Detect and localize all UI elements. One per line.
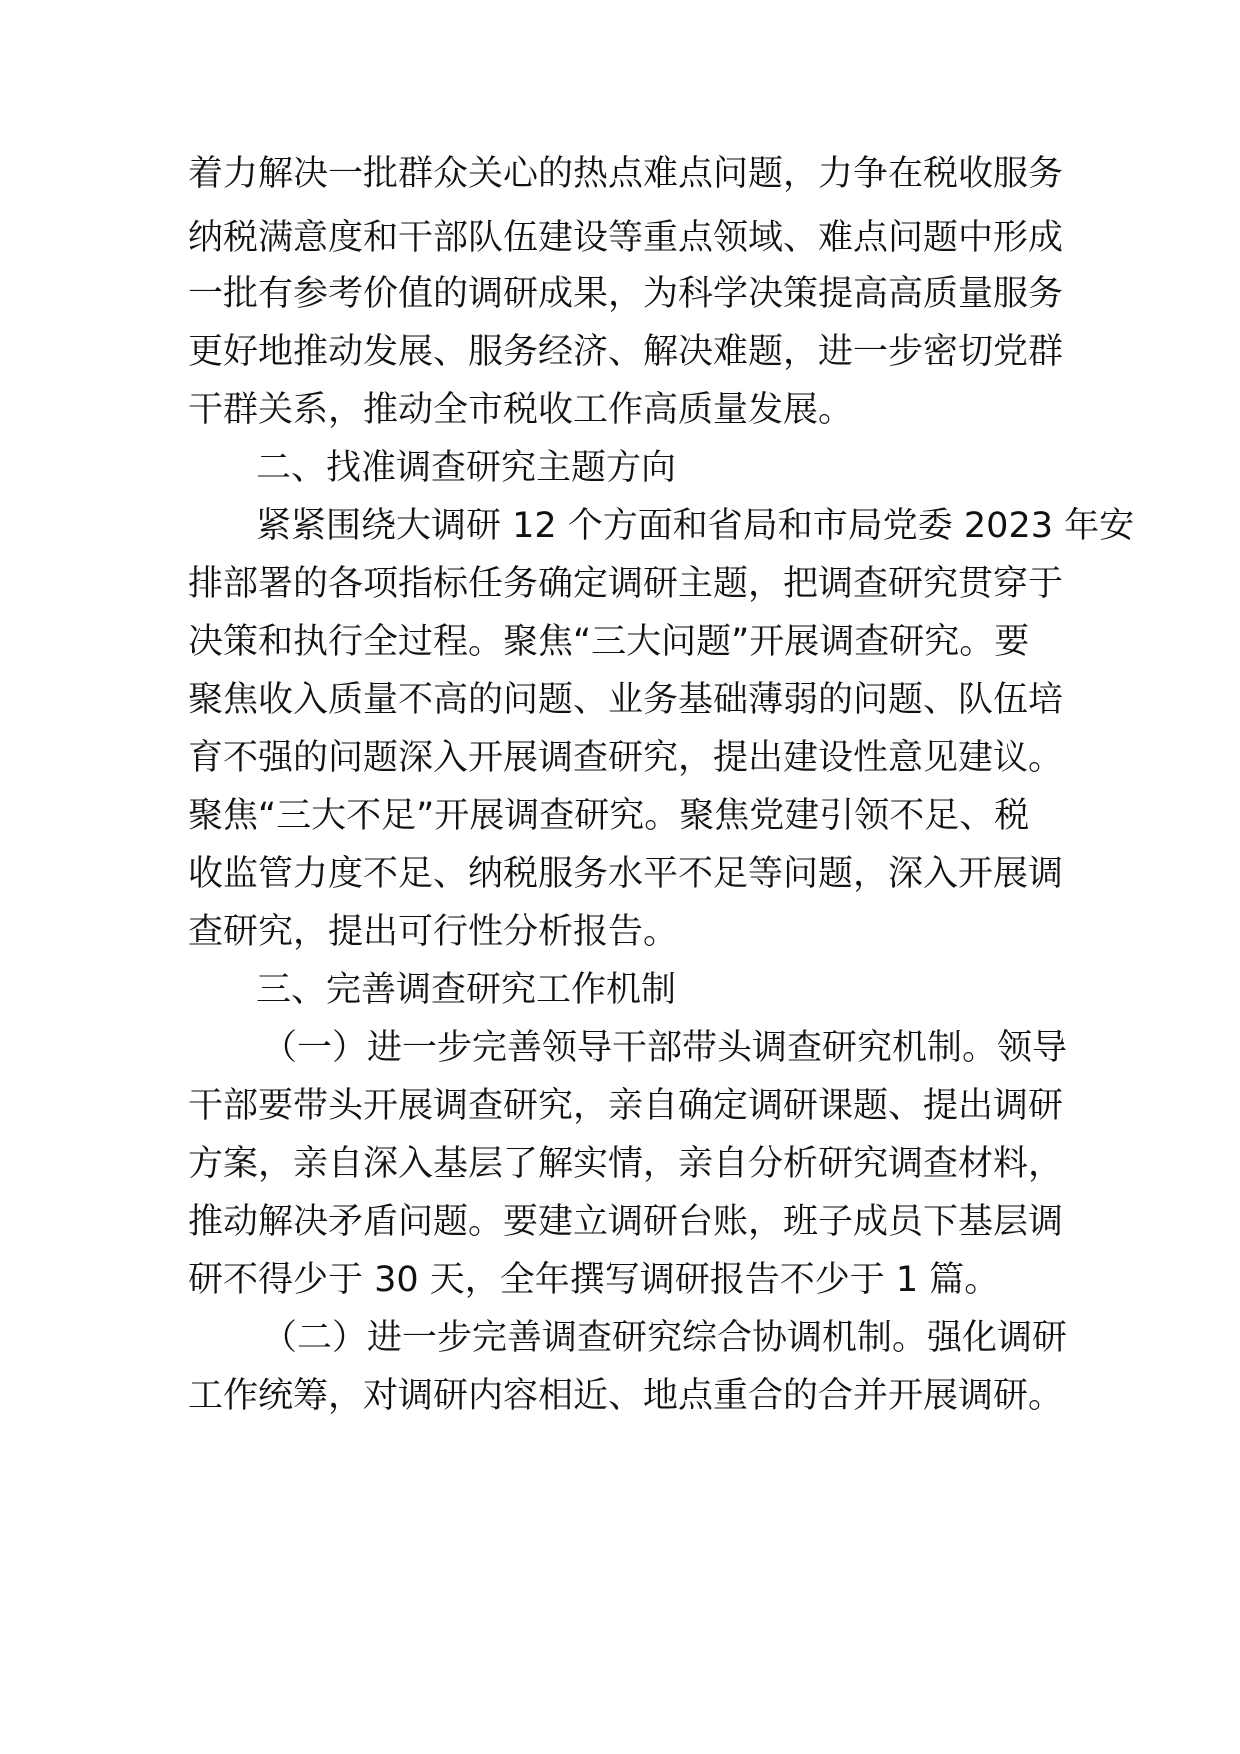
body-text-line: 一批有参考价值的调研成果，为科学决策提高高质量服务 [188, 274, 1064, 314]
body-text-line: （一）进一步完善领导干部带头调查研究机制。领导 [262, 1028, 1068, 1068]
body-text-line: （二）进一步完善调查研究综合协调机制。强化调研 [262, 1318, 1068, 1358]
body-text-line: 推动解决矛盾问题。要建立调研台账，班子成员下基层调 [188, 1202, 1064, 1242]
body-text-line: 紧紧围绕大调研 12 个方面和省局和市局党委 2023 年安 [256, 506, 1135, 546]
body-text-line: 查研究，提出可行性分析报告。 [188, 912, 679, 952]
body-text-line: 着力解决一批群众关心的热点难点问题，力争在税收服务 [188, 154, 1064, 194]
section-heading: 二、找准调查研究主题方向 [256, 448, 677, 488]
body-text-line: 工作统筹，对调研内容相近、地点重合的合并开展调研。 [188, 1376, 1064, 1416]
body-text-line: 更好地推动发展、服务经济、解决难题，进一步密切党群 [188, 332, 1064, 372]
body-text-line: 收监管力度不足、纳税服务水平不足等问题，深入开展调 [188, 854, 1064, 894]
body-text-line: 方案，亲自深入基层了解实情，亲自分析研究调查材料， [188, 1144, 1064, 1184]
body-text-line: 聚焦“三大不足”开展调查研究。聚焦党建引领不足、税 [188, 796, 1030, 836]
body-text-line: 育不强的问题深入开展调查研究，提出建设性意见建议。 [188, 738, 1064, 778]
body-text-line: 纳税满意度和干部队伍建设等重点领域、难点问题中形成 [188, 218, 1064, 258]
body-text-line: 排部署的各项指标任务确定调研主题，把调查研究贯穿于 [188, 564, 1064, 604]
body-text-line: 聚焦收入质量不高的问题、业务基础薄弱的问题、队伍培 [188, 680, 1064, 720]
body-text-line: 干部要带头开展调查研究，亲自确定调研课题、提出调研 [188, 1086, 1064, 1126]
body-text-line: 研不得少于 30 天，全年撰写调研报告不少于 1 篇。 [188, 1260, 1000, 1300]
body-text-line: 干群关系，推动全市税收工作高质量发展。 [188, 390, 854, 430]
section-heading: 三、完善调查研究工作机制 [256, 970, 677, 1010]
body-text-line: 决策和执行全过程。聚焦“三大问题”开展调查研究。要 [188, 622, 1030, 662]
